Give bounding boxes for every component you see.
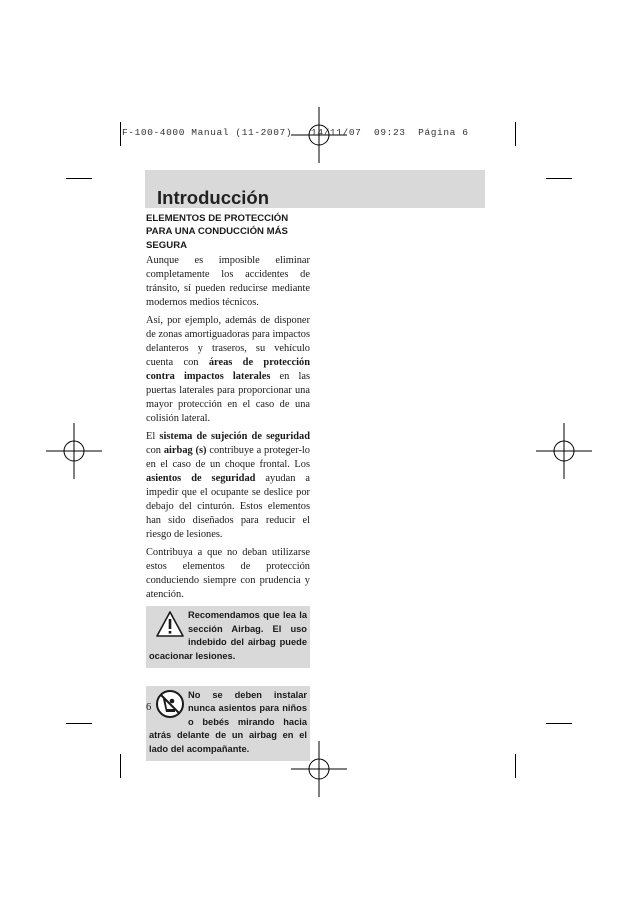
warning-note-text: Recomendamos que lea la sección Airbag. El uso indebido del airbag puede ocacionar lesiones. — [149, 610, 307, 661]
paragraph: Contribuya a que no deban utilizarse estos elementos de protección conduciendo siempre con prudencia y atención. — [146, 547, 310, 601]
text-run: con — [146, 445, 164, 457]
crop-mark — [120, 122, 121, 146]
text-run: en las puertas laterales para proporcionar una mayor protección en el caso de una colisión lateral. — [146, 371, 310, 425]
crop-mark — [546, 178, 572, 179]
bold-text: asientos de seguridad — [146, 473, 256, 485]
prohibition-note — [146, 686, 310, 761]
crop-mark — [66, 723, 92, 724]
section-title: Introducción — [157, 187, 270, 208]
text-column — [146, 212, 310, 761]
section-heading: ELEMENTOS DE PROTECCIÓN PARA UNA CONDUCCIÓN MÁS SEGURA — [146, 213, 289, 251]
paragraph — [146, 314, 310, 426]
print-info: F-100-4000 Manual (11-2007) 14/11/07 09:23 Página 6 — [122, 127, 469, 138]
paragraph — [146, 430, 310, 542]
bold-text: airbag (s) — [163, 445, 207, 457]
no-child-seat-icon — [155, 689, 185, 719]
paragraph: Aunque es imposible eliminar completamente los accidentes de tránsito, sí pueden reducirse mediante modernos medios técnicos. — [146, 255, 310, 309]
prohibition-note-text: No se deben instalar nunca asientos para niños o bebés mirando hacia atrás delante de un airbag en el lado del acompañante. — [149, 689, 307, 754]
text-run: ayudan a impedir que el ocupante se deslice por debajo del cinturón. Estos elementos han sido diseñados para reducir el riesgo de lesiones. — [146, 473, 310, 541]
warning-note — [146, 606, 310, 667]
crop-mark — [546, 723, 572, 724]
bold-text: áreas de protección contra impactos laterales — [146, 357, 310, 383]
warning-triangle-icon — [155, 609, 185, 639]
registration-mark-icon — [536, 423, 592, 479]
crop-mark — [120, 754, 121, 778]
bold-text: sistema de sujeción de seguridad — [159, 431, 310, 443]
crop-mark — [515, 122, 516, 146]
registration-mark-icon — [46, 423, 102, 479]
page-number: 6 — [146, 702, 152, 713]
crop-mark — [66, 178, 92, 179]
crop-mark — [515, 754, 516, 778]
text-run: Así, por ejemplo, además de disponer de zonas amortiguadoras para impactos delanteros y traseros, su vehículo cuenta con — [146, 315, 310, 369]
section-header — [145, 170, 485, 208]
text-run: El — [146, 431, 160, 443]
text-run: contribuye a proteger-lo en el caso de un choque frontal. Los — [146, 445, 310, 471]
